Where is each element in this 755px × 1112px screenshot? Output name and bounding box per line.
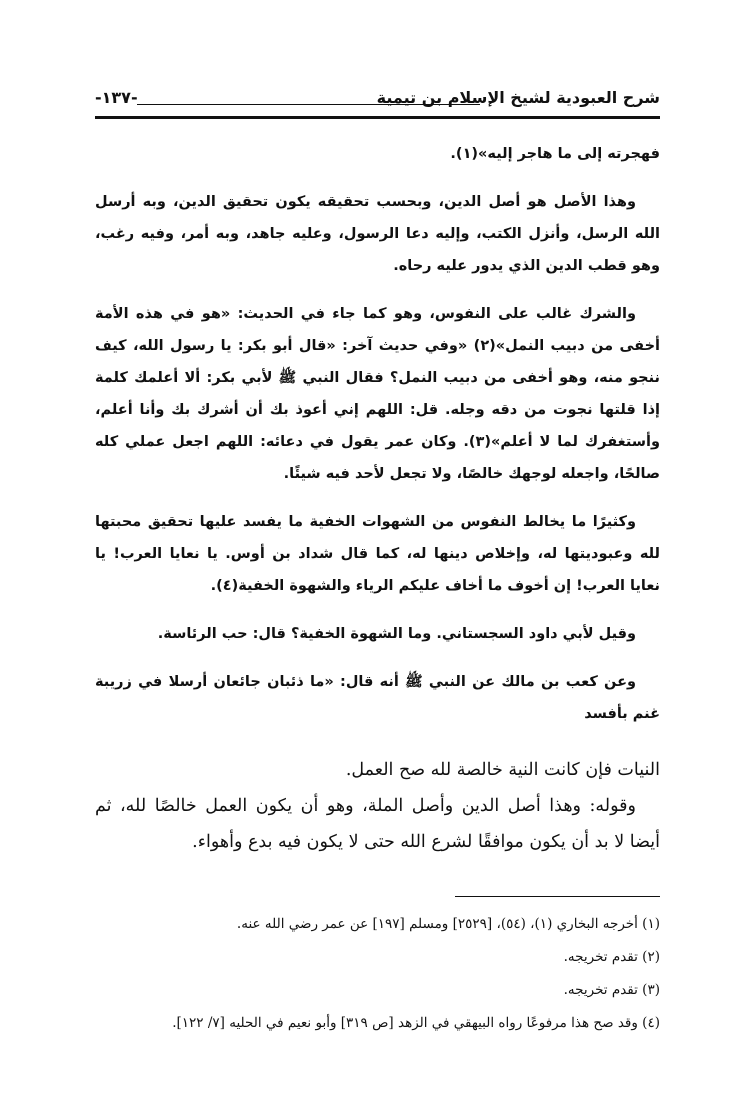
paragraph: وعن كعب بن مالك عن النبي ﷺ أنه قال: «ما ذئبان جائعان أرسلا في زريبة غنم بأفسد [95, 674, 660, 722]
commentary-line: وقوله: وهذا أصل الدين وأصل الملة، وهو أن يكون العمل خالصًا لله، ثم أيضا لا بد أن يكون موافقًا لشرع الله حتى لا يكون فيه بدع وأهواء. [95, 796, 660, 852]
footnote: (٣) تقدم تخريجه. [563, 982, 660, 998]
header-rule [137, 104, 480, 105]
main-text [95, 138, 660, 746]
paragraph: فهجرته إلى ما هاجر إليه»(١). [450, 146, 660, 162]
footnote: (١) أخرجه البخاري (١)، (٥٤)، [٢٥٢٩] ومسلم [١٩٧] عن عمر رضي الله عنه. [236, 916, 660, 932]
paragraph: وهذا الأصل هو أصل الدين، وبحسب تحقيقه يكون تحقيق الدين، وبه أرسل الله الرسل، وأنزل الكتب، وإليه دعا الرسول، وعليه جاهد، وبه أمر، وفيه رغب، وهو قطب الدين الذي يدور عليه رحاه. [95, 194, 660, 274]
paragraph: والشرك غالب على النفوس، وهو كما جاء في الحديث: «هو في هذه الأمة أخفى من دبيب النمل»(٢) «وفي حديث آخر: «قال أبو بكر: يا رسول الله، كيف ننجو منه، وهو أخفى من دبيب النمل؟ فقال النبي ﷺ لأبي بكر: ألا أعلمك كلمة إذا قلتها نجوت من دقه وجله. قل: اللهم إني أعوذ بك أن أشرك بك وأنا أعلم، وأستغفرك لما لا أعلم»(٣). وكان عمر يقول في دعائه: اللهم اجعل عملي كله صالحًا، واجعله لوجهك خالصًا، ولا تجعل لأحد فيه شيئًا. [95, 306, 660, 482]
footnotes [95, 908, 660, 1040]
commentary-text [95, 752, 660, 860]
page-number: -١٣٧- [95, 88, 138, 107]
running-header [95, 82, 660, 112]
commentary-line: النيات فإن كانت النية خالصة لله صح العمل. [345, 760, 660, 780]
paragraph: وقيل لأبي داود السجستاني. وما الشهوة الخفية؟ قال: حب الرئاسة. [157, 626, 636, 642]
footnote-divider [455, 896, 660, 897]
footnote: (٢) تقدم تخريجه. [563, 949, 660, 965]
paragraph: وكثيرًا ما يخالط النفوس من الشهوات الخفية ما يفسد عليها تحقيق محبتها لله وعبوديتها له، وإخلاص دينها له، كما قال شداد بن أوس. يا نعايا العرب! يا نعايا العرب! إن أخوف ما أخاف عليكم الرياء والشهوة الخفية(٤). [95, 514, 660, 594]
running-title: شرح العبودية لشيخ الإسلام بن تيمية [376, 88, 660, 107]
footnote: (٤) وقد صح هذا مرفوعًا رواه البيهقي في الزهد [ص ٣١٩] وأبو نعيم في الحليه [٧/ ١٢٢]. [172, 1015, 660, 1031]
header-divider [95, 116, 660, 119]
